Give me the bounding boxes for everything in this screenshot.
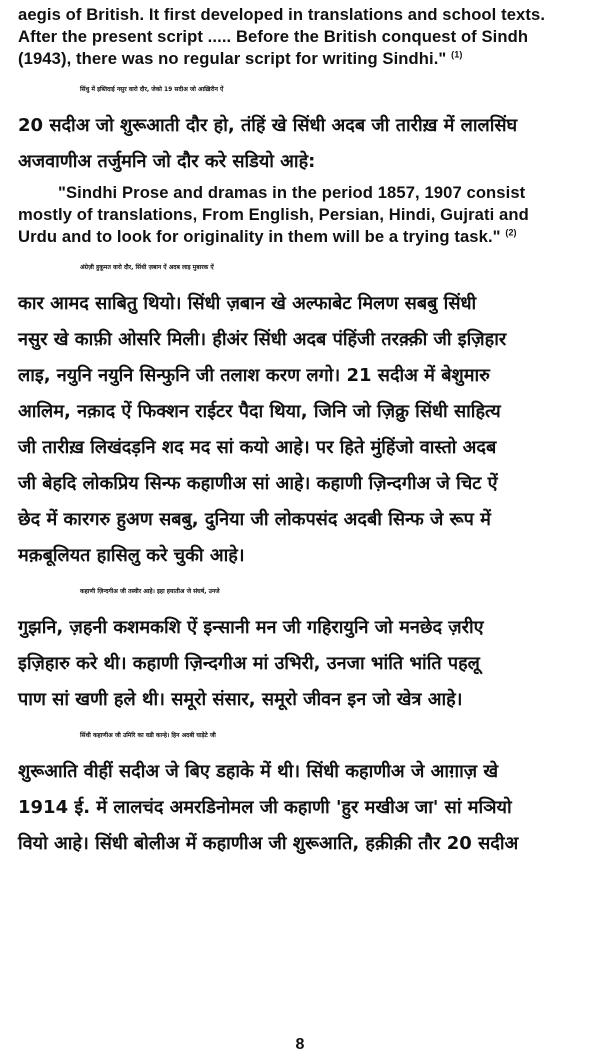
quote-2-line: Urdu and to look for originality in them will be a trying task." $^{(2)}$ xyxy=(18,227,517,246)
page-number: 8 xyxy=(295,1036,305,1053)
paragraph-line: 20 सदीअ जो शुरूआती दौर हो, तंहिं खे सिंधी अदब जी तारीख़ में लालसिंघ xyxy=(18,115,518,136)
paragraph-line: लाइ, नयुनि नयुनि सिन्फुनि जी तलाश करण लगो। 21 सदीअ में बेशुमारु xyxy=(18,365,490,386)
paragraph-line: शुरूआति वीहीं सदीअ जे बिए डहाके में थी। सिंधी कहाणीअ जे आग़ाज़ खे xyxy=(18,761,499,782)
paragraph-line: अंग्रेज़ी हुकूमत वारो दौर, सिंधी ज़बान ऐं अदब लाइ मुबारक ऐं xyxy=(80,264,214,271)
quote-2 xyxy=(18,182,582,204)
quote-1-line: (1943), there was no regular script for writing Sindhi." $^{(1)}$ xyxy=(18,49,463,68)
paragraph-line: कहाणी ज़िन्दगीअ जी तस्वीर आहे। इहा हयातीअ जे संघर्ष, उनजे xyxy=(80,588,220,595)
paragraph-1-cont xyxy=(18,108,582,180)
paragraph-4-cont xyxy=(18,754,582,862)
quote-2-line: "Sindhi Prose and dramas in the period 1857, 1907 consist xyxy=(58,183,526,202)
paragraph-line: वियो आहे। सिंधी बोलीअ में कहाणीअ जी शुरूआति, हक़ीक़ी तौर 20 सदीअ xyxy=(18,833,519,854)
quote-2-cont xyxy=(18,204,582,248)
paragraph-line: छेद में कारगरु हुअण सबबु, दुनिया जी लोकपसंद अदबी सिन्फ जे रूप में xyxy=(18,509,491,530)
paragraph-3-cont xyxy=(18,610,582,718)
paragraph-line: जी तारीख़ लिखंदड़नि शद मद सां कयो आहे। पर हिते मुंहिंजो वास्तो अदब xyxy=(18,437,497,458)
paragraph-line: सिंधु में इब्तिदाई नसुर वारो दौर, जेको 19 सदीअ जो आख़िरीन ऐं xyxy=(80,86,224,93)
paragraph-2 xyxy=(18,250,582,286)
paragraph-3 xyxy=(18,574,582,610)
paragraph-2-cont xyxy=(18,286,582,574)
quote-1-line: After the present script ..... Before the British conquest of Sindh xyxy=(18,27,529,46)
quote-2-line: mostly of translations, From English, Persian, Hindi, Gujrati and xyxy=(18,205,529,224)
paragraph-line: पाण सां खणी हले थी। समूरो संसार, समूरो जीवन इन जो खेत्र आहे। xyxy=(18,689,463,710)
paragraph-1 xyxy=(18,72,582,108)
paragraph-line: अजवाणीअ तर्जुमनि जो दौर करे सडियो आहे: xyxy=(18,151,316,172)
quote-1 xyxy=(18,0,582,70)
paragraph-line: कार आमद साबितु थियो। सिंधी ज़बान खे अल्फाबेट मिलण सबबु सिंधी xyxy=(18,293,477,314)
paragraph-line: आलिम, नक़ाद ऐं फिक्शन राईटर पैदा थिया, जिनि जो ज़िक्रु सिंधी साहित्य xyxy=(18,401,501,422)
quote-1-line: aegis of British. It first developed in translations and school texts. xyxy=(18,5,546,24)
paragraph-line: मक़बूलियत हासिलु करे चुकी आहे। xyxy=(18,545,245,566)
paragraph-line: नसुर खे काफ़ी ओसरि मिली। हीअंर सिंधी अदब पंहिंजी तरक़्क़ी जी इज़िहार xyxy=(18,329,507,350)
paragraph-line: इज़िहारु करे थी। कहाणी ज़िन्दगीअ मां उभिरी, उनजा भांति भांति पहलू xyxy=(18,653,480,674)
paragraph-line: जी बेहदि लोकप्रिय सिन्फ कहाणीअ सां आहे। कहाणी ज़िन्दगीअ जे चिट ऐं xyxy=(18,473,498,494)
footnote-marker-2: (2) xyxy=(505,227,517,238)
footnote-marker-1: (1) xyxy=(451,49,463,60)
paragraph-line: गुझनि, ज़हनी कशमकशि ऐं इन्सानी मन जी गहिरायुनि जो मनछेद ज़रीए xyxy=(18,617,484,638)
paragraph-4 xyxy=(18,718,582,754)
paragraph-line: सिंधी कहाणीअ जी उमिरि का वडी कान्हे। हिन अदबी घाड़ेटे जी xyxy=(80,732,216,739)
paragraph-line: 1914 ई. में लालचंद अमरडिनोमल जी कहाणी 'हुर मखीअ जा' सां मञियो xyxy=(18,797,512,818)
